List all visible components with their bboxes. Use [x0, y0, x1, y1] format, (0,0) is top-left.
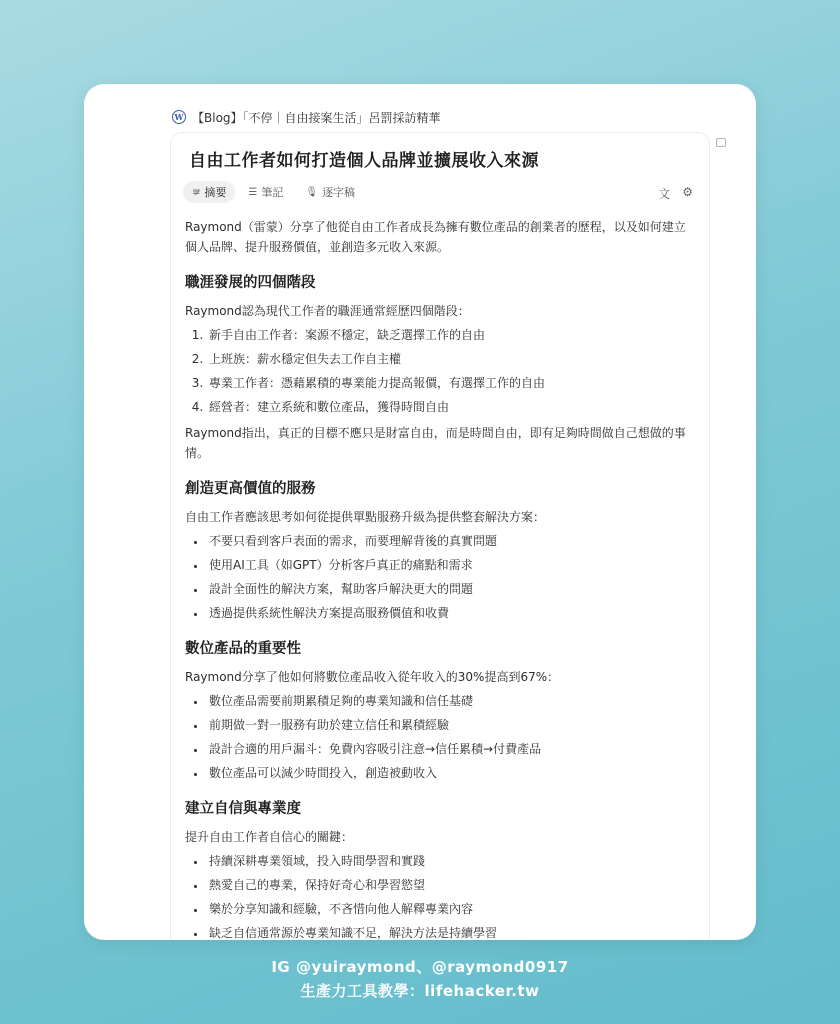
toolbar — [658, 185, 693, 202]
section-intro: Raymond認為現代工作者的職涯通常經歷四個階段： — [185, 304, 470, 318]
list-item: • 使用AI工具（如GPT）分析客戶真正的痛點和需求 — [207, 555, 691, 575]
section-intro: 自由工作者應該思考如何從提供單點服務升級為提供整套解決方案： — [185, 510, 546, 524]
translate-icon[interactable]: 文 — [658, 187, 671, 201]
bullet-list — [185, 691, 691, 783]
app-window — [84, 84, 756, 940]
list-item: 4. 經營者：建立系統和數位產品，獲得時間自由 — [207, 397, 691, 417]
list-item: • 熱愛自己的專業，保持好奇心和學習慾望 — [207, 875, 691, 895]
source-title: 【Blog】「不停｜自由接案生活」呂罰採訪精華 — [192, 110, 441, 125]
footer-site: 生產力工具教學：lifehacker.tw — [300, 982, 540, 1000]
transcript-icon: 🎙 — [305, 186, 319, 198]
list-item: • 數位產品可以減少時間投入，創造被動收入 — [207, 763, 691, 783]
section-heading: 創造更高價值的服務 — [185, 481, 316, 497]
tab-label: 摘要 — [204, 186, 227, 199]
list-item: • 不要只看到客戶表面的需求，而要理解背後的真實問題 — [207, 531, 691, 551]
comment-icon[interactable] — [716, 138, 726, 147]
numbered-list — [185, 325, 691, 417]
list-item: • 設計全面性的解決方案，幫助客戶解決更大的問題 — [207, 579, 691, 599]
tab-transcript[interactable] — [296, 181, 364, 203]
summary-content — [185, 217, 691, 940]
list-item: • 前期做一對一服務有助於建立信任和累積經驗 — [207, 715, 691, 735]
bullet-list — [185, 851, 691, 940]
list-item: • 持續深耕專業領域，投入時間學習和實踐 — [207, 851, 691, 871]
list-item: • 設計合適的用戶漏斗：免費內容吸引注意→信任累積→付費產品 — [207, 739, 691, 759]
section-outro: Raymond指出，真正的目標不應只是財富自由，而是時間自由，即有足夠時間做自己想做的事情。 — [185, 426, 686, 460]
section-intro: 提升自由工作者自信心的關鍵： — [185, 830, 354, 844]
list-item: 3. 專業工作者：憑藉累積的專業能力提高報價，有選擇工作的自由 — [207, 373, 691, 393]
list-item: 2. 上班族：薪水穩定但失去工作自主權 — [207, 349, 691, 369]
list-item: • 缺乏自信通常源於專業知識不足，解決方法是持續學習 — [207, 923, 691, 940]
list-item: • 樂於分享知識和經驗，不吝惜向他人解釋專業內容 — [207, 899, 691, 919]
intro-paragraph: Raymond（雷蒙）分享了他從自由工作者成長為擁有數位產品的創業者的歷程，以及如何建立個人品牌、提升服務價值，並創造多元收入來源。 — [185, 220, 686, 254]
tab-notes[interactable] — [239, 181, 292, 203]
section-intro: Raymond分享了他如何將數位產品收入從年收入的30%提高到67%： — [185, 670, 560, 684]
settings-sliders-icon[interactable]: ⚙ — [682, 185, 693, 199]
summary-icon: ≡̷ — [192, 186, 201, 198]
view-tabs — [183, 181, 364, 203]
list-item: • 數位產品需要前期累積足夠的專業知識和信任基礎 — [207, 691, 691, 711]
notes-icon: ☰ — [248, 186, 258, 198]
section-heading: 建立自信與專業度 — [185, 801, 301, 817]
summary-card — [170, 132, 710, 940]
section-heading: 數位產品的重要性 — [185, 641, 301, 657]
tab-label: 逐字稿 — [322, 186, 356, 199]
wordpress-icon: W — [172, 110, 186, 124]
list-item: 1. 新手自由工作者：案源不穩定，缺乏選擇工作的自由 — [207, 325, 691, 345]
list-item: • 透過提供系統性解決方案提高服務價值和收費 — [207, 603, 691, 623]
page-title: 自由工作者如何打造個人品牌並擴展收入來源 — [189, 151, 539, 171]
section-heading: 職涯發展的四個階段 — [185, 275, 316, 291]
tab-summary[interactable] — [183, 181, 235, 203]
footer-social: IG @yuiraymond、@raymond0917 — [271, 958, 569, 976]
tab-label: 筆記 — [261, 186, 284, 199]
source-row[interactable] — [172, 108, 441, 126]
bullet-list — [185, 531, 691, 623]
